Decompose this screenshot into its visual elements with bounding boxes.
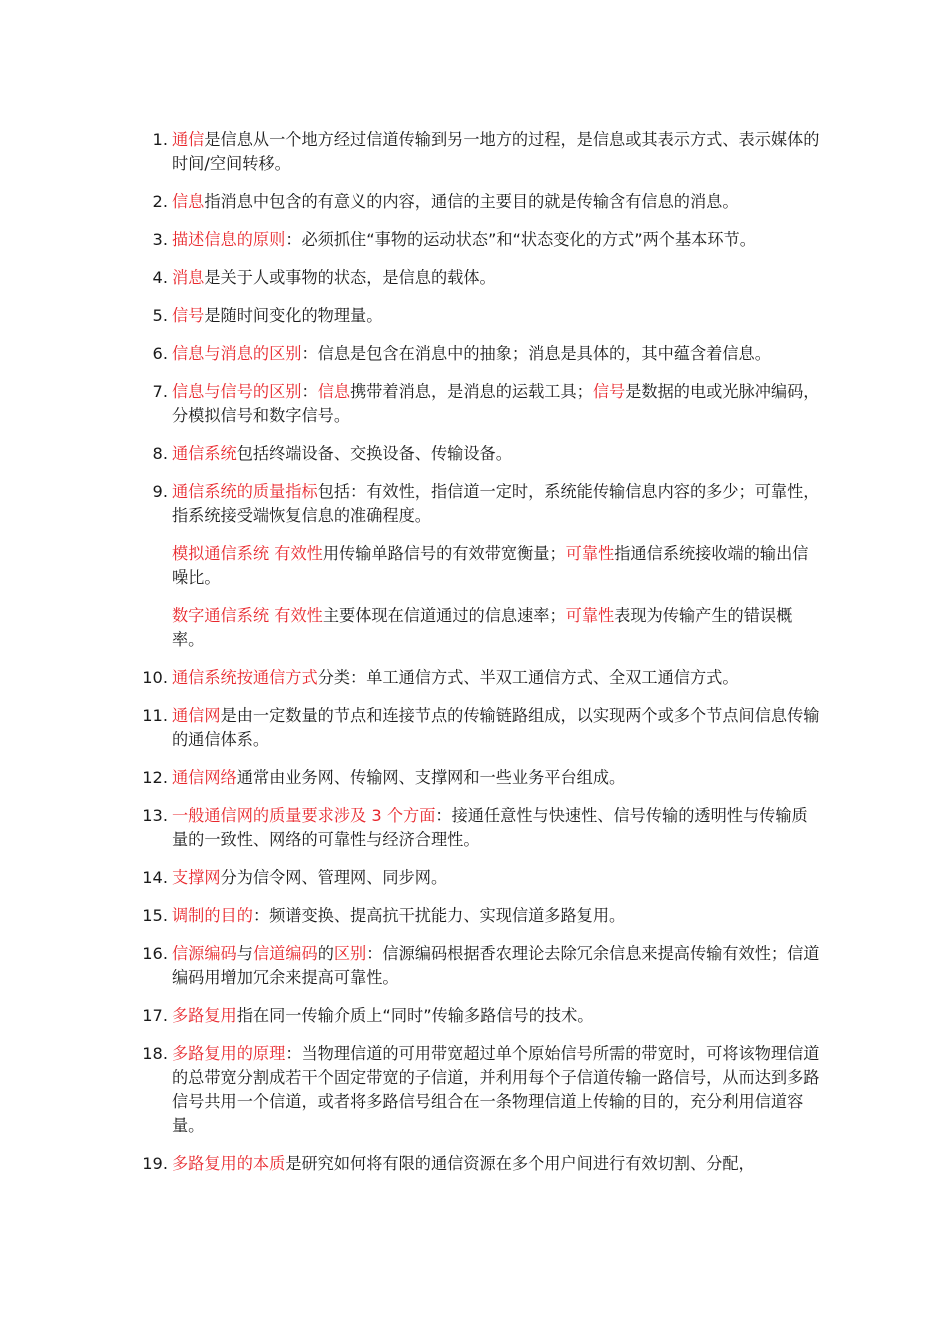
body-text: 包括：有效性，指信道一定时，系统能传输信息内容的多少；可靠性，指系统接受端恢复信息的准确程度。 xyxy=(172,482,820,525)
highlighted-term: 模拟通信系统 有效性 xyxy=(172,544,323,563)
list-item xyxy=(0,190,950,214)
list-item xyxy=(0,804,950,852)
item-number: 11. xyxy=(142,706,168,725)
highlighted-term: 通信系统按通信方式 xyxy=(172,668,318,687)
highlighted-term: 一般通信网的质量要求涉及 3 个方面 xyxy=(172,806,436,825)
item-text xyxy=(172,804,820,852)
item-number: 19. xyxy=(142,1154,168,1173)
highlighted-term: 信息与信号的区别 xyxy=(172,382,302,401)
item-text xyxy=(172,704,820,752)
item-number: 2. xyxy=(152,192,168,211)
list-item xyxy=(0,266,950,290)
list-item xyxy=(0,342,950,366)
highlighted-term: 可靠性 xyxy=(565,544,615,563)
item-number: 15. xyxy=(142,906,168,925)
highlighted-term: 多路复用 xyxy=(172,1006,237,1025)
item-text xyxy=(172,442,820,466)
item-text xyxy=(172,128,820,176)
body-text: 分类：单工通信方式、半双工通信方式、全双工通信方式。 xyxy=(317,668,739,687)
highlighted-term: 调制的目的 xyxy=(172,906,253,925)
item-number: 8. xyxy=(152,444,168,463)
item-number: 12. xyxy=(142,768,168,787)
body-text: ：信源编码根据香农理论去除冗余信息来提高传输有效性；信道编码用增加冗余来提高可靠性。 xyxy=(172,944,820,987)
body-text: ：当物理信道的可用带宽超过单个原始信号所需的带宽时，可将该物理信道的总带宽分割成若干个固定带宽的子信道，并利用每个子信道传输一路信号，从而达到多路信号共用一个信道，或者将多路信号组合在一条物理信道上传输的目的，充分利用信道容量。 xyxy=(172,1044,820,1135)
body-text: 通常由业务网、传输网、支撑网和一些业务平台组成。 xyxy=(236,768,626,787)
highlighted-term: 通信系统的质量指标 xyxy=(172,482,318,501)
sub-paragraph xyxy=(172,604,820,652)
highlighted-term: 通信网 xyxy=(172,706,221,725)
highlighted-term: 多路复用的原理 xyxy=(172,1044,286,1063)
item-number: 1. xyxy=(152,130,168,149)
body-text: 是随时间变化的物理量。 xyxy=(204,306,383,325)
item-number: 3. xyxy=(152,230,168,249)
highlighted-term: 信源编码 xyxy=(172,944,237,963)
body-text: 指通信系统接收端的输出信噪比。 xyxy=(172,544,809,587)
item-text xyxy=(172,380,820,428)
body-text: 表现为传输产生的错误概率。 xyxy=(172,606,793,649)
highlighted-term: 多路复用的本质 xyxy=(172,1154,286,1173)
body-text: 的 xyxy=(317,944,334,963)
highlighted-term: 支撑网 xyxy=(172,868,221,887)
item-text xyxy=(172,304,820,328)
item-text xyxy=(172,1152,820,1176)
sub-paragraph xyxy=(172,542,820,590)
list-item xyxy=(0,228,950,252)
list-item xyxy=(0,704,950,752)
highlighted-term: 区别 xyxy=(333,944,367,963)
body-text: 携带着消息，是消息的运载工具； xyxy=(350,382,593,401)
list-item xyxy=(0,666,950,690)
list-item xyxy=(0,442,950,466)
item-number: 16. xyxy=(142,944,168,963)
item-text xyxy=(172,766,820,790)
item-number: 6. xyxy=(152,344,168,363)
item-text xyxy=(172,190,820,214)
item-text xyxy=(172,1042,820,1138)
body-text: 是关于人或事物的状态，是信息的载体。 xyxy=(204,268,496,287)
item-text xyxy=(172,904,820,928)
list-item xyxy=(0,904,950,928)
highlighted-term: 信道编码 xyxy=(252,944,318,963)
item-number: 14. xyxy=(142,868,168,887)
body-text: ：必须抓住“事物的运动状态”和“状态变化的方式”两个基本环节。 xyxy=(285,230,756,249)
body-text: ：信息是包含在消息中的抽象；消息是具体的，其中蕴含着信息。 xyxy=(301,344,771,363)
list-item xyxy=(0,1042,950,1138)
body-text: 是由一定数量的节点和连接节点的传输链路组成，以实现两个或多个节点间信息传输的通信体系。 xyxy=(172,706,820,749)
body-text: 是信息从一个地方经过信道传输到另一地方的过程，是信息或其表示方式、表示媒体的时间/空间转移。 xyxy=(172,130,820,173)
highlighted-term: 数字通信系统 有效性 xyxy=(172,606,323,625)
item-text xyxy=(172,866,820,890)
list-item xyxy=(0,866,950,890)
highlighted-term: 信息与消息的区别 xyxy=(172,344,302,363)
body-text: 用传输单路信号的有效带宽衡量； xyxy=(322,544,566,563)
item-number: 17. xyxy=(142,1006,168,1025)
highlighted-term: 可靠性 xyxy=(565,606,615,625)
body-text: 与 xyxy=(236,944,253,963)
item-number: 4. xyxy=(152,268,168,287)
list-item xyxy=(0,304,950,328)
list-item xyxy=(0,1152,950,1176)
numbered-list xyxy=(0,128,950,1190)
list-item xyxy=(0,380,950,428)
list-item xyxy=(0,1004,950,1028)
body-text: 是研究如何将有限的通信资源在多个用户间进行有效切割、分配， xyxy=(285,1154,755,1173)
item-number: 13. xyxy=(142,806,168,825)
highlighted-term: 通信系统 xyxy=(172,444,237,463)
item-number: 7. xyxy=(152,382,168,401)
list-item xyxy=(0,480,950,652)
item-number: 10. xyxy=(142,668,168,687)
item-text xyxy=(172,942,820,990)
highlighted-term: 描述信息的原则 xyxy=(172,230,286,249)
body-text: 是数据的电或光脉冲编码，分模拟信号和数字信号。 xyxy=(172,382,820,425)
highlighted-term: 消息 xyxy=(172,268,205,287)
highlighted-term: 信息 xyxy=(172,192,205,211)
item-text xyxy=(172,266,820,290)
highlighted-term: 信号 xyxy=(592,382,626,401)
highlighted-term: 信号 xyxy=(172,306,205,325)
highlighted-term: 通信 xyxy=(172,130,205,149)
body-text: 指消息中包含的有意义的内容，通信的主要目的就是传输含有信息的消息。 xyxy=(204,192,739,211)
item-text xyxy=(172,480,820,528)
body-text: ：频谱变换、提高抗干扰能力、实现信道多路复用。 xyxy=(252,906,626,925)
highlighted-term: 通信网络 xyxy=(172,768,237,787)
highlighted-term: 信息 xyxy=(317,382,351,401)
body-text: 指在同一传输介质上“同时”传输多路信号的技术。 xyxy=(236,1006,594,1025)
body-text: ： xyxy=(301,382,318,401)
item-number: 5. xyxy=(152,306,168,325)
body-text: 分为信令网、管理网、同步网。 xyxy=(220,868,448,887)
body-text: ：接通任意性与快速性、信号传输的透明性与传输质量的一致性、网络的可靠性与经济合理性。 xyxy=(172,806,808,849)
item-text xyxy=(172,228,820,252)
list-item xyxy=(0,128,950,176)
item-text xyxy=(172,1004,820,1028)
list-item xyxy=(0,766,950,790)
body-text: 主要体现在信道通过的信息速率； xyxy=(322,606,566,625)
item-text xyxy=(172,342,820,366)
body-text: 包括终端设备、交换设备、传输设备。 xyxy=(236,444,512,463)
item-number: 18. xyxy=(142,1044,168,1063)
item-number: 9. xyxy=(152,482,168,501)
item-text xyxy=(172,666,820,690)
list-item xyxy=(0,942,950,990)
